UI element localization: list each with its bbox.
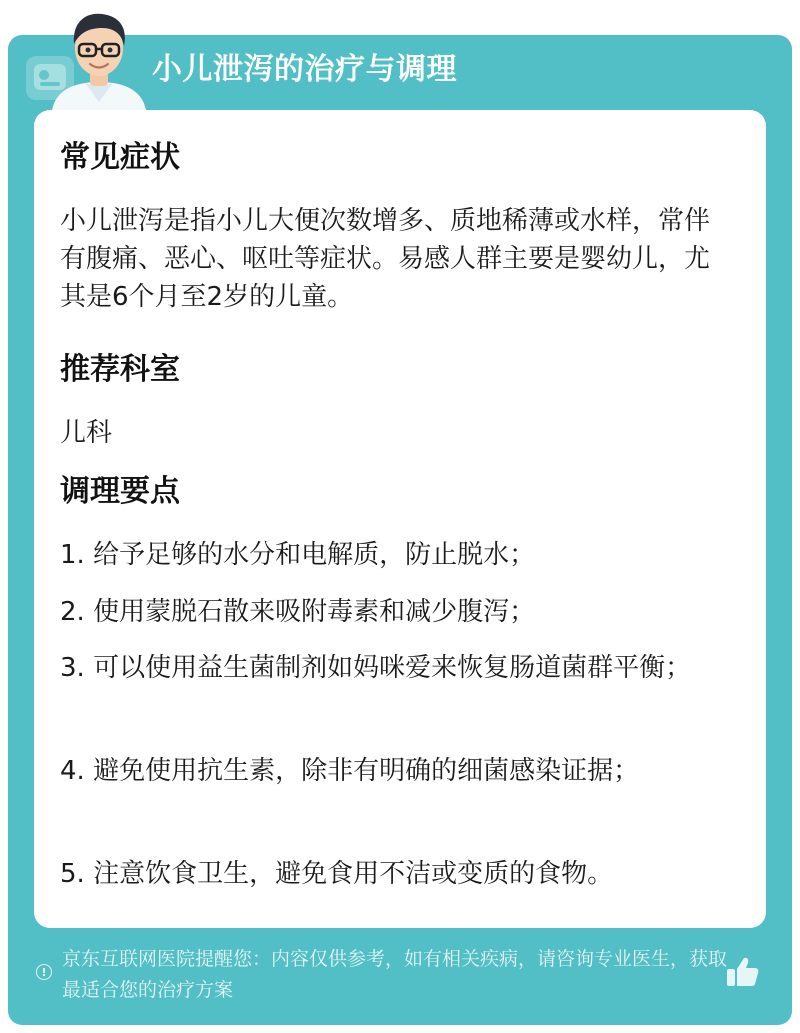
care-item: 5. 注意饮食卫生，避免食用不洁或变质的食物。 [60, 859, 614, 889]
care-item: 4. 避免使用抗生素，除非有明确的细菌感染证据； [60, 756, 640, 786]
department-text: 儿科 [60, 418, 113, 448]
section-title-care: 调理要点 [60, 474, 180, 509]
symptoms-text: 小儿泄泻是指小儿大便次数增多、质地稀薄或水样，常伴有腹痛、恶心、呕吐等症状。易感人群主要是婴幼儿，尤其是6个月至2岁的儿童。 [60, 206, 711, 312]
care-item: 2. 使用蒙脱石散来吸附毒素和减少腹泻； [60, 597, 536, 627]
section-title-department: 推荐科室 [60, 352, 180, 387]
doctor-avatar [44, 6, 154, 110]
info-icon: ! [36, 964, 52, 980]
care-item: 3. 可以使用益生菌制剂如妈咪爱来恢复肠道菌群平衡； [60, 653, 692, 683]
care-item: 1. 给予足够的水分和电解质，防止脱水； [60, 540, 536, 570]
content-card [34, 110, 766, 928]
thumbs-up-icon[interactable] [724, 954, 760, 990]
section-title-symptoms: 常见症状 [60, 140, 180, 175]
disclaimer-text: 京东互联网医院提醒您：内容仅供参考，如有相关疾病，请咨询专业医生，获取最适合您的治疗方案 [62, 948, 728, 1001]
page-title: 小儿泄泻的治疗与调理 [152, 52, 457, 87]
